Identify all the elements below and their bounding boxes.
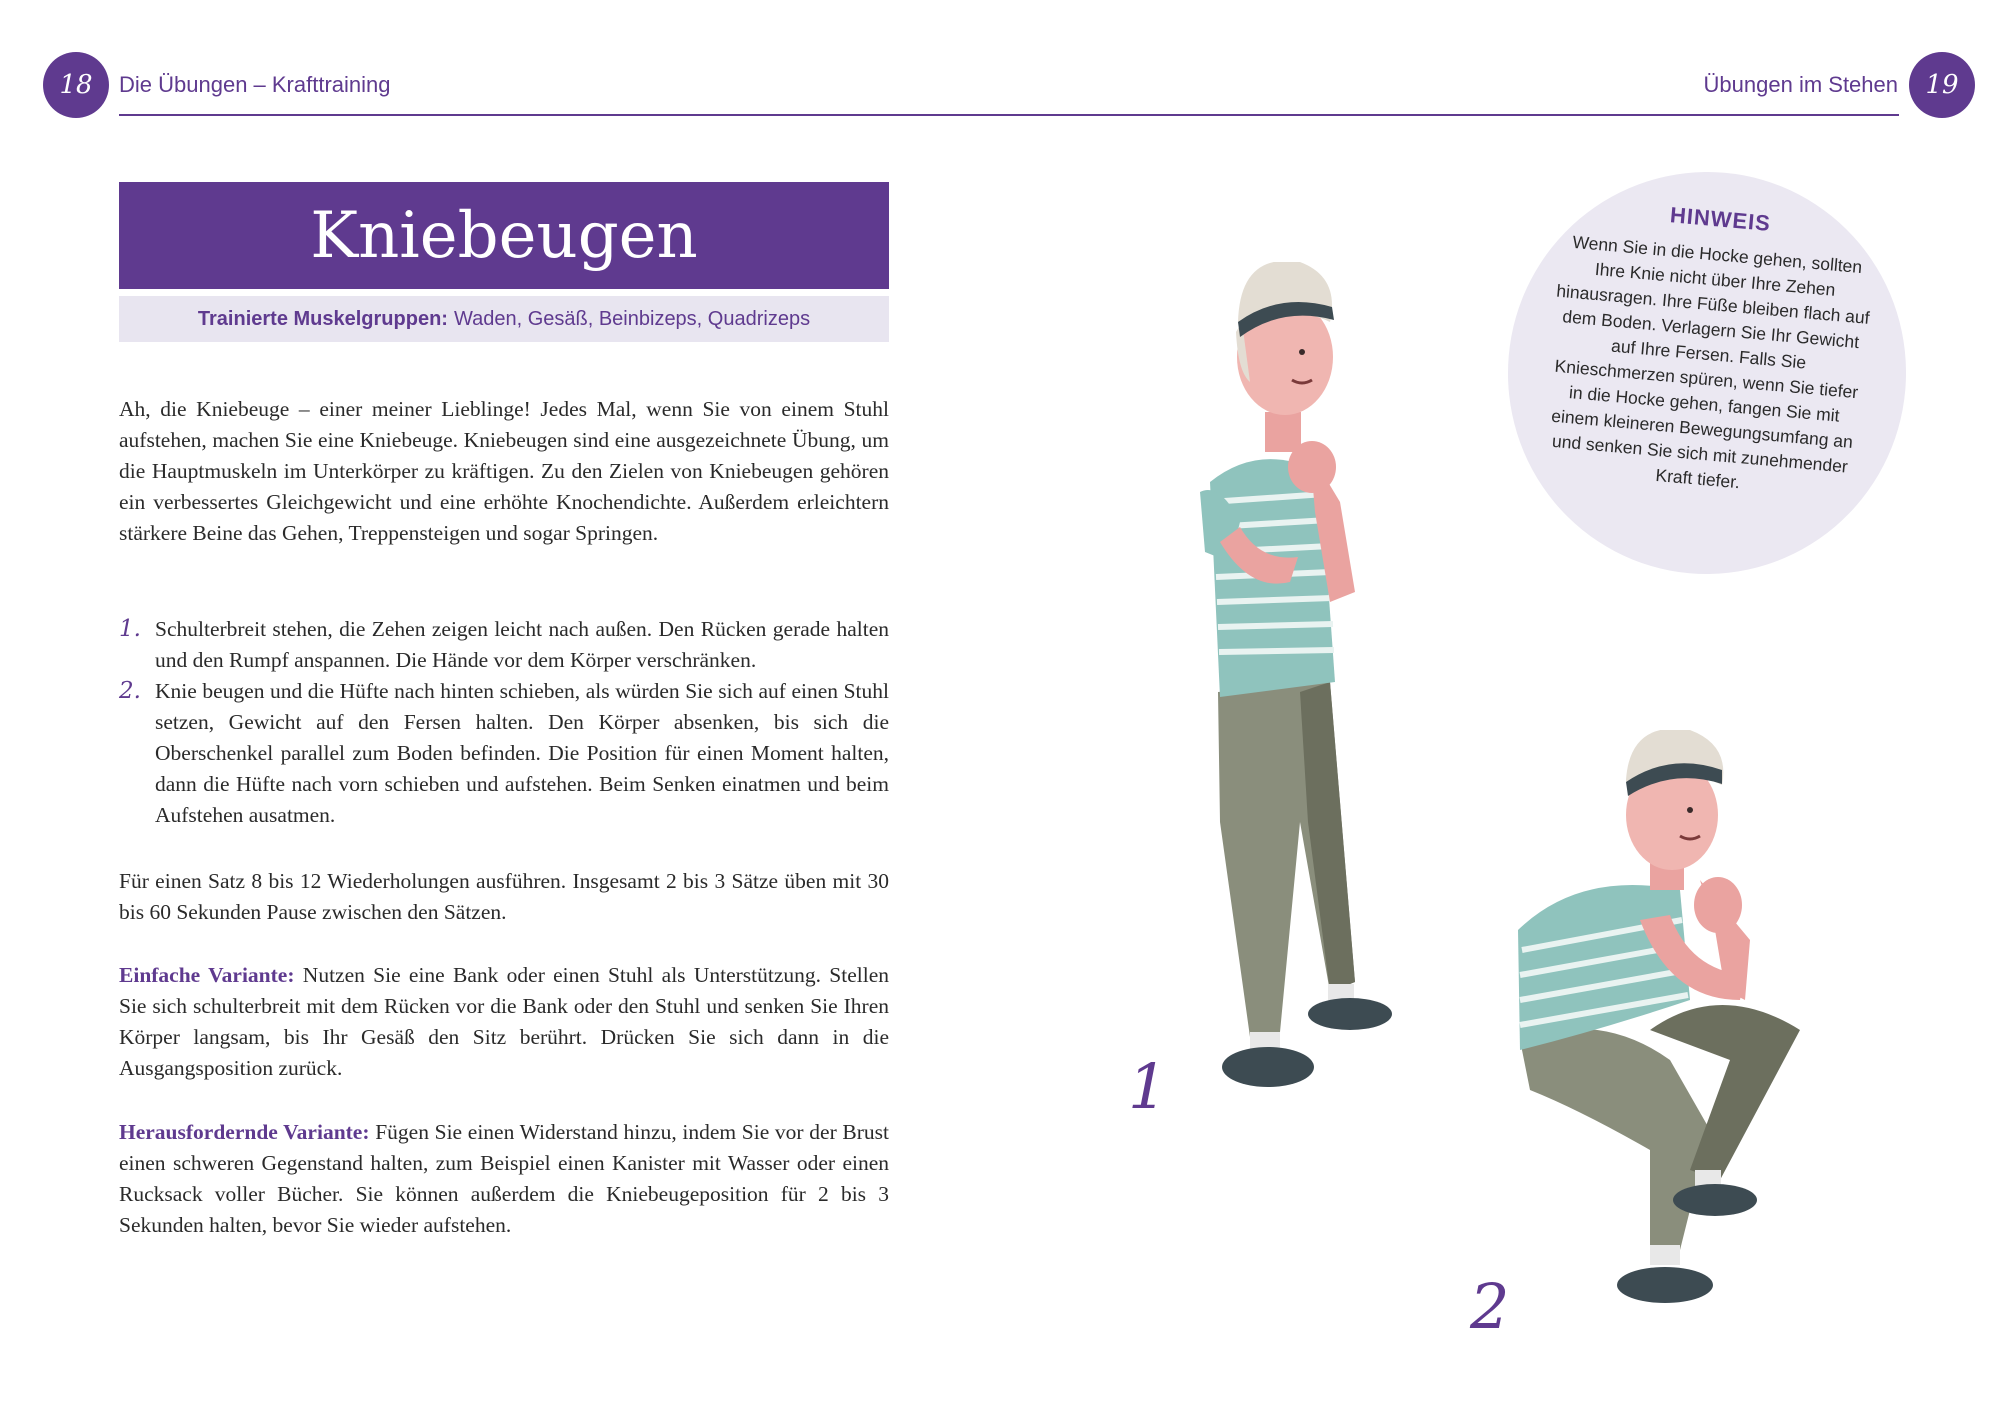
steps-list: [119, 614, 889, 831]
step-text: Knie beugen und die Hüfte nach hinten schieben, als würden Sie sich auf einen Stuhl setzen, Gewicht auf den Fersen halten. Den Körper absenken, bis sich die Oberschenkel parallel zum Boden befinden. Die Position für einen Moment halten, dann die Hüfte nach vorn schieben und aufstehen. Beim Senken einatmen und beim Aufstehen ausatmen.: [155, 679, 889, 827]
page-number-left: 18: [43, 52, 109, 118]
muscle-groups-label: Trainierte Muskelgruppen:: [197, 307, 448, 330]
figure-label-1: 1: [1128, 1050, 1168, 1123]
hard-variant: [119, 1117, 889, 1241]
easy-variant-text: Nutzen Sie eine Bank oder einen Stuhl als Unterstützung. Stellen Sie sich schulterbreit mit dem Rücken vor die Bank oder den Stuhl und senken Sie Ihren Körper langsam, bis Ihr Gesäß den Sitz berührt. Drücken Sie sich dann in die Ausgangsposition zurück.: [119, 963, 889, 1080]
header-rule: [119, 114, 1899, 116]
page-title: Kniebeugen: [119, 182, 889, 289]
step-number: 1.: [119, 616, 141, 642]
sets-paragraph: [119, 866, 889, 928]
step-item: [119, 676, 889, 831]
step-item: [119, 614, 889, 676]
page-number-right: 19: [1909, 52, 1975, 118]
muscle-groups-value: Waden, Gesäß, Beinbizeps, Quadrizeps: [453, 307, 811, 330]
hard-variant-label: Herausfordernde Variante:: [119, 1120, 370, 1144]
hint-bubble: [1491, 155, 1923, 590]
intro-paragraph: [119, 394, 889, 549]
squatting-figure-illustration: [1500, 730, 1860, 1330]
running-head-left: Die Übungen – Krafttraining: [119, 72, 391, 97]
step-number: 2.: [119, 678, 141, 704]
running-head-right: Übungen im Stehen: [1703, 72, 1898, 97]
standing-figure-illustration: [1180, 262, 1420, 1112]
easy-variant-label: Einfache Variante:: [119, 963, 295, 987]
hint-title: HINWEIS: [1669, 202, 1772, 236]
easy-variant: [119, 960, 889, 1084]
muscle-groups-bar: [119, 296, 889, 342]
step-text: Schulterbreit stehen, die Zehen zeigen leicht nach außen. Den Rücken gerade halten und den Rumpf anspannen. Die Hände vor dem Körper verschränken.: [155, 617, 889, 672]
intro-text: Ah, die Kniebeuge – einer meiner Lieblinge! Jedes Mal, wenn Sie von einem Stuhl aufstehen, machen Sie eine Kniebeuge. Kniebeugen sind eine ausgezeichnete Übung, um die Hauptmuskeln im Unterkörper zu kräftigen. Zu den Zielen von Kniebeugen gehören ein verbessertes Gleichgewicht und eine erhöhte Knochendichte. Außerdem erleichtern stärkere Beine das Gehen, Treppensteigen und sogar Springen.: [119, 397, 889, 545]
hint-text: Wenn Sie in die Hocke gehen, sollten Ihre Knie nicht über Ihre Zehen hinausragen. Ihre Füße bleiben flach auf dem Boden. Verlagern Sie Ihr Gewicht auf Ihre Fersen. Falls Sie Knieschmerzen spüren, wenn Sie tiefer in die Hocke gehen, fangen Sie mit einem kleineren Bewegungsumfang an und senken Sie sich mit zunehmender Kraft tiefer.: [1550, 231, 1871, 493]
hard-variant-text: Fügen Sie einen Widerstand hinzu, indem Sie vor der Brust einen schweren Gegenstand halten, zum Beispiel einen Kanister mit Wasser oder einen Rucksack voller Bücher. Sie können außerdem die Kniebeugeposition für 2 bis 3 Sekunden halten, bevor Sie wieder aufstehen.: [119, 1120, 889, 1237]
sets-text: Für einen Satz 8 bis 12 Wiederholungen ausführen. Insgesamt 2 bis 3 Sätze üben mit 30 bis 60 Sekunden Pause zwischen den Sätzen.: [119, 869, 889, 924]
figure-label-2: 2: [1470, 1270, 1510, 1343]
